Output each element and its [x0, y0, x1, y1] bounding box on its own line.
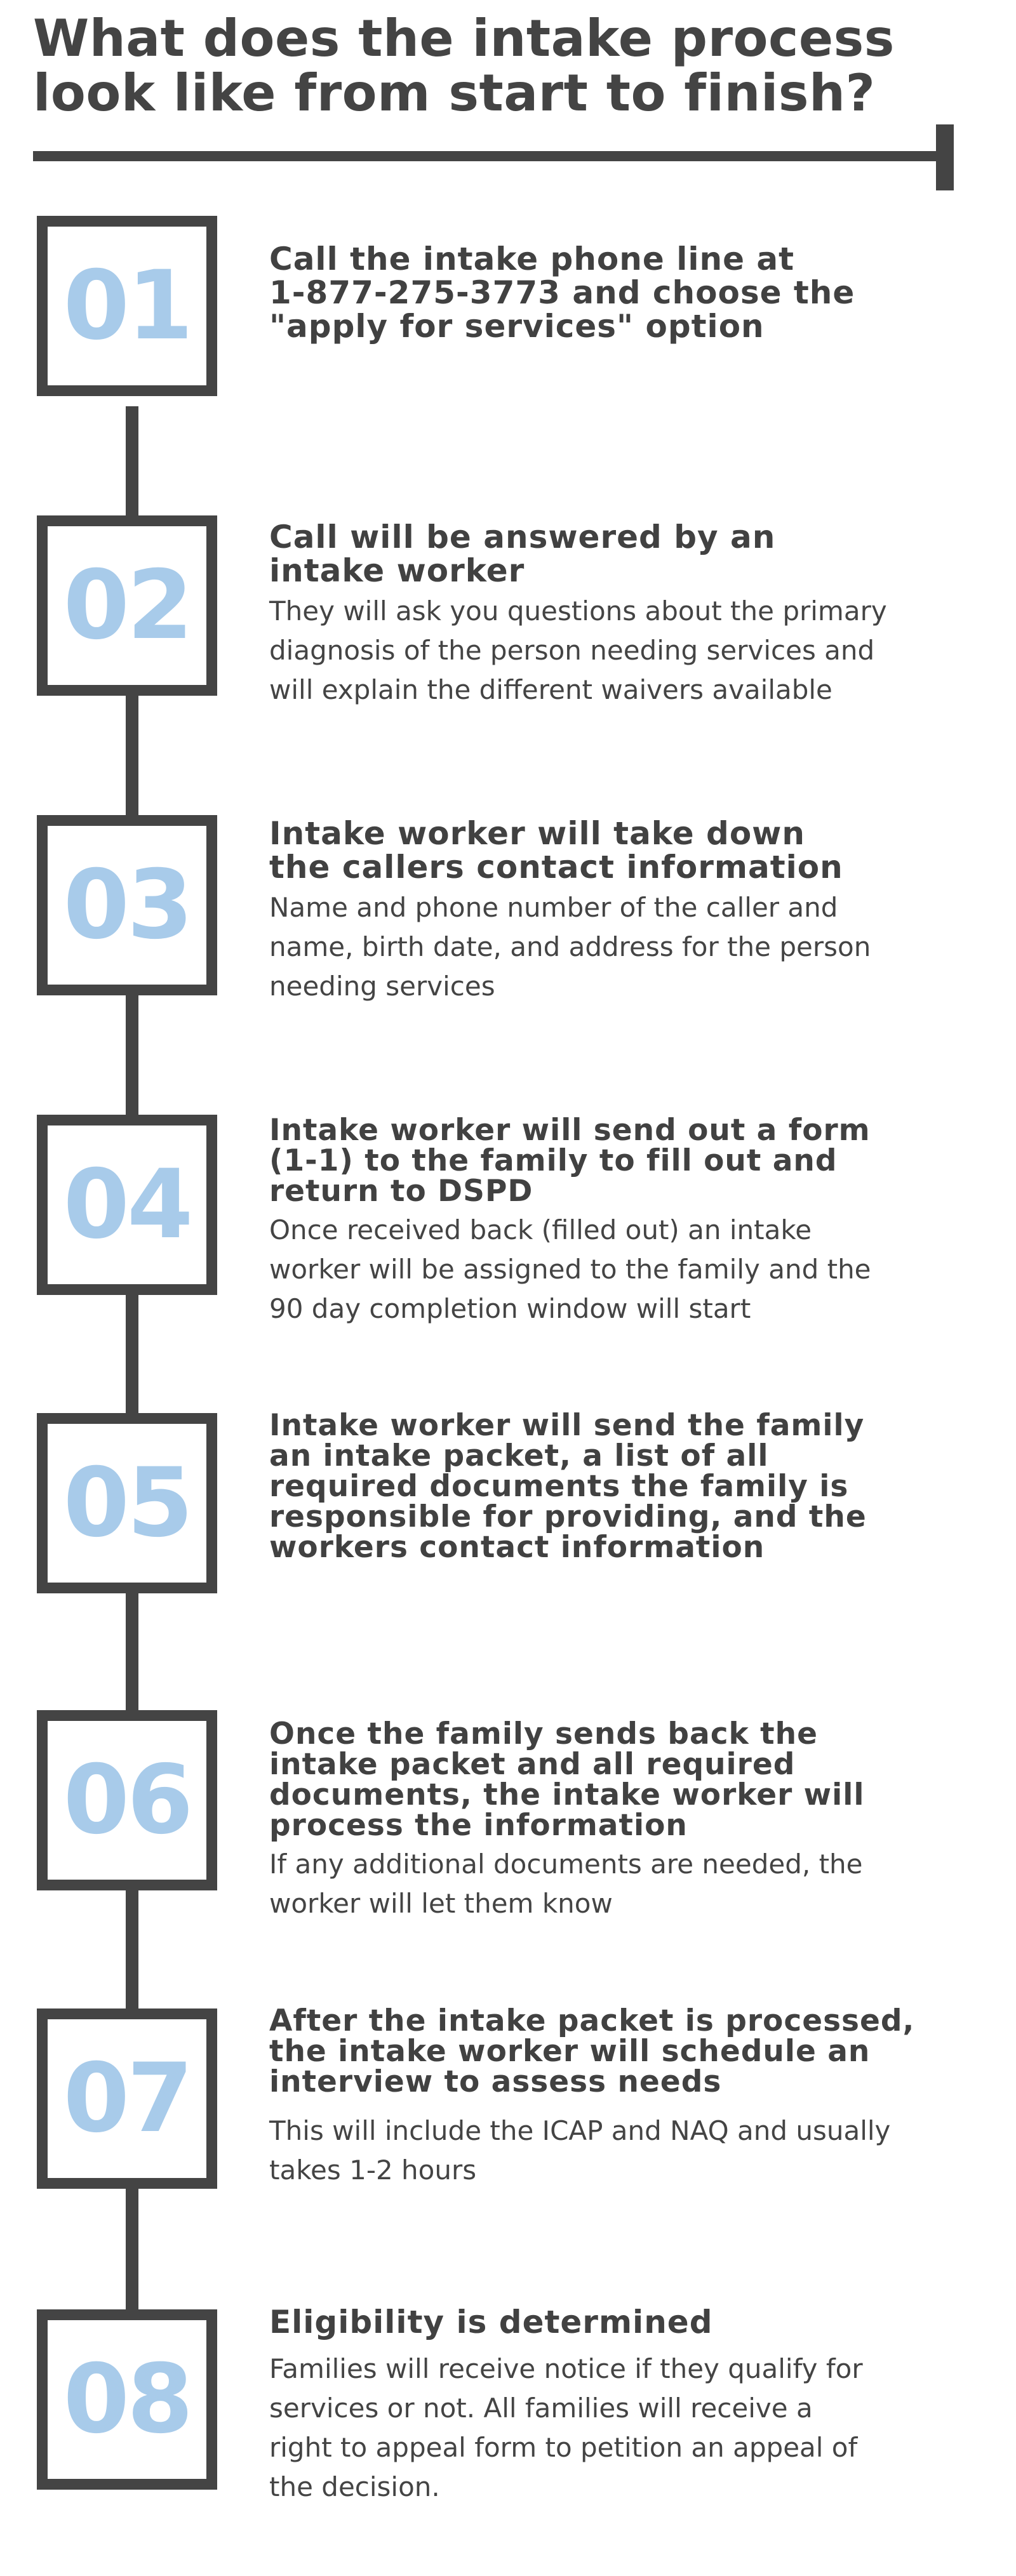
step-03-text — [269, 817, 942, 1006]
step-07-number-box — [37, 2008, 217, 2189]
step-04-heading: Intake worker will send out a form (1-1) to the family to fill out and return to DSPD — [269, 1113, 871, 1209]
step-07-number: 07 — [63, 2043, 191, 2154]
step-04-number-box — [37, 1115, 217, 1295]
step-05-text — [269, 1408, 942, 1565]
step-02-body: They will ask you questions about the primary diagnosis of the person needing services and will explain the different waivers available — [269, 595, 887, 705]
step-06-body: If any additional documents are needed, the worker will let them know — [269, 1849, 863, 1919]
step-06-text — [269, 1716, 942, 1923]
step-06-heading: Once the family sends back the intake packet and all required documents, the intake worker will process the information — [269, 1716, 865, 1843]
step-01-text — [269, 242, 942, 343]
title-divider — [33, 151, 947, 161]
step-06-number-box — [37, 1710, 217, 1890]
step-07-heading: After the intake packet is processed, the intake worker will schedule an interview to assess needs — [269, 2003, 915, 2099]
step-08-number: 08 — [63, 2344, 191, 2455]
step-05-heading: Intake worker will send the family an intake packet, a list of all required documents the family is responsible for providing, and the workers contact information — [269, 1408, 867, 1565]
step-08-body: Families will receive notice if they qualify for services or not. All families will receive a right to appeal form to petition an appeal of the decision. — [269, 2353, 863, 2502]
step-01-number-box — [37, 216, 217, 396]
step-08-heading: Eligibility is determined — [269, 2304, 713, 2340]
page-title: What does the intake process look like from start to finish? — [33, 9, 895, 123]
step-08-number-box — [37, 2309, 217, 2490]
step-02-number: 02 — [63, 550, 191, 661]
step-03-heading: Intake worker will take down the callers contact information — [269, 815, 843, 886]
step-01-number: 01 — [63, 251, 191, 361]
step-04-number: 04 — [63, 1150, 191, 1260]
step-03-number: 03 — [63, 850, 191, 960]
title-divider-end-cap — [936, 124, 954, 190]
step-02-number-box — [37, 515, 217, 696]
step-03-body: Name and phone number of the caller and name, birth date, and address for the person needing services — [269, 892, 871, 1002]
step-05-number-box — [37, 1413, 217, 1593]
step-06-number: 06 — [63, 1745, 191, 1856]
step-01-heading: Call the intake phone line at 1-877-275-3773 and choose the "apply for services" option — [269, 241, 855, 345]
step-05-number: 05 — [63, 1448, 191, 1558]
step-07-body: This will include the ICAP and NAQ and usually takes 1-2 hours — [269, 2115, 891, 2186]
step-04-body: Once received back (filled out) an intake worker will be assigned to the family and the 90 day completion window will start — [269, 1214, 871, 1324]
step-04-text — [269, 1115, 942, 1329]
step-07-text — [269, 2003, 942, 2190]
step-03-number-box — [37, 815, 217, 995]
step-02-heading: Call will be answered by an intake worker — [269, 519, 776, 589]
step-08-text — [269, 2306, 942, 2507]
step-02-text — [269, 521, 942, 710]
